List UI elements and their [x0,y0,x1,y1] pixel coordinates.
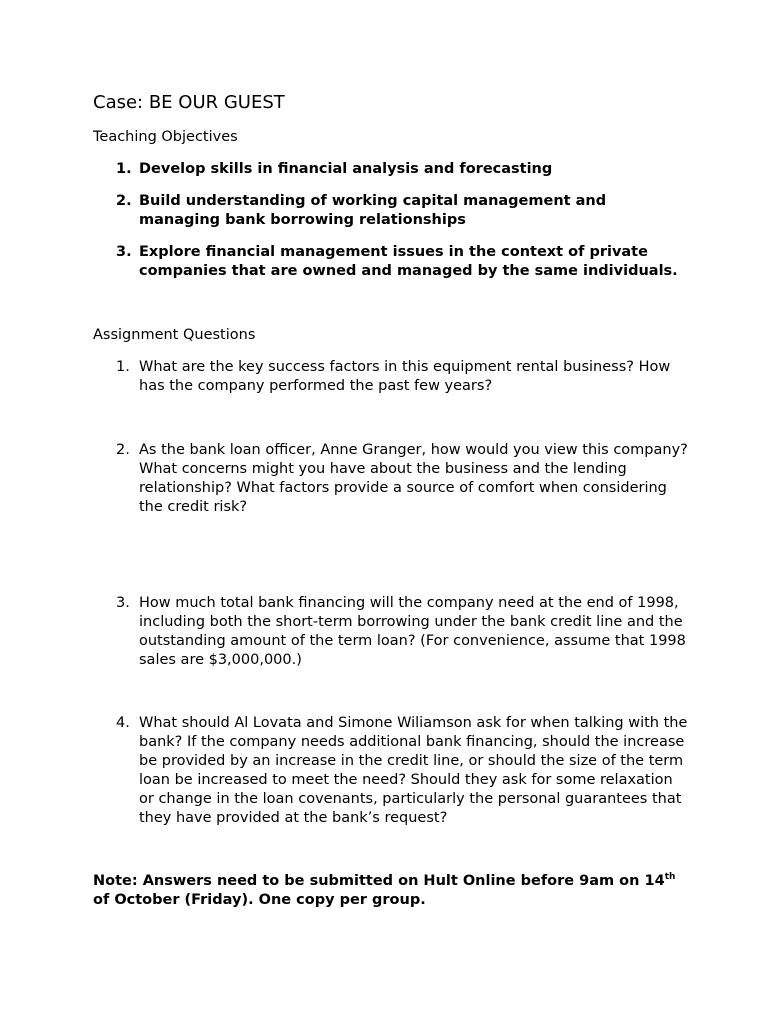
question-text: What are the key success factors in this equipment rental business? How has the company performed the past few years? [139,359,671,394]
question-number: 3. [116,595,130,611]
objective-text: Build understanding of working capital management and managing bank borrowing relationships [139,193,607,228]
objective-text: Explore financial management issues in the context of private companies that are owned and managed by the same individuals. [139,244,678,279]
submission-note [93,872,693,910]
objective-number: 3. [116,244,132,260]
question-number: 2. [116,442,130,458]
objective-text: Develop skills in financial analysis and forecasting [139,161,553,177]
note-ordinal-suffix: th [664,872,676,883]
question-text: How much total bank financing will the company need at the end of 1998, including both the short-term borrowing under the bank credit line and the outstanding amount of the term loan? (For convenience, assume that 1998 sales are $3,000,000.) [139,595,686,668]
note-text-end: of October (Friday). One copy per group. [93,892,426,908]
assignment-questions-heading: Assignment Questions [93,327,256,343]
note-text-start: Note: Answers need to be submitted on Hult Online before 9am on 14 [93,873,665,889]
teaching-objectives-heading: Teaching Objectives [93,129,238,145]
objective-number: 1. [116,161,132,177]
question-text: What should Al Lovata and Simone Wiliamson ask for when talking with the bank? If the company needs additional bank financing, should the increase be provided by an increase in the credit line, or should the size of the term loan be increased to meet the need? Should they ask for some relaxation or change in the loan covenants, particularly the personal guarantees that they have provided at the bank’s request? [139,715,688,826]
objective-number: 2. [116,193,132,209]
case-title: Case: BE OUR GUEST [93,92,285,113]
question-text: As the bank loan officer, Anne Granger, how would you view this company? What concerns might you have about the business and the lending relationship? What factors provide a source of comfort when considering the credit risk? [139,442,688,515]
question-number: 4. [116,715,130,731]
question-number: 1. [116,359,130,375]
